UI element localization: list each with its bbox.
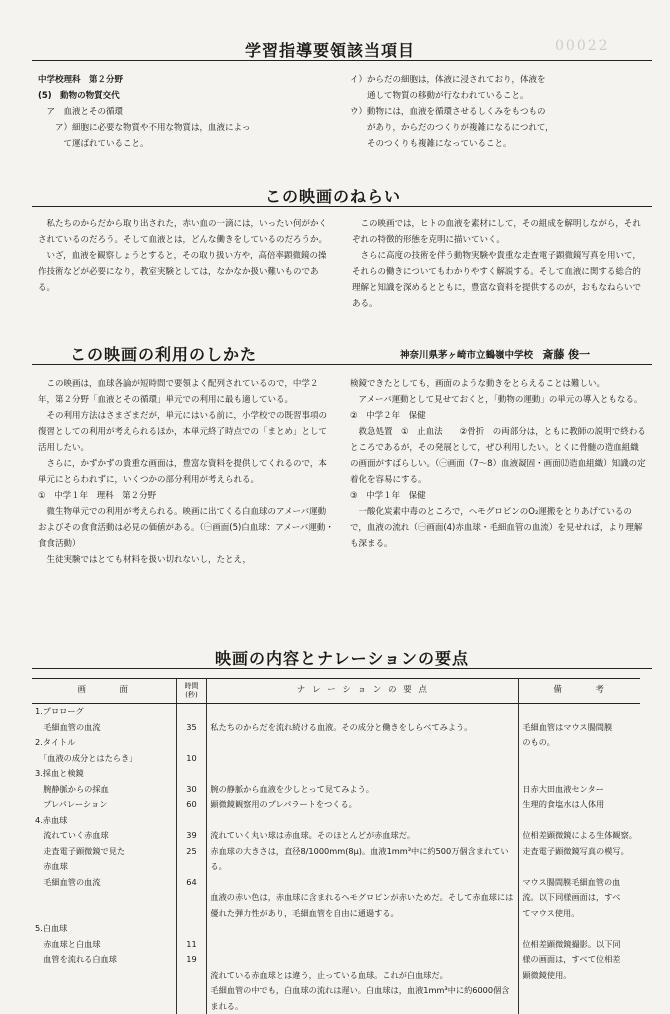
time-value bbox=[180, 813, 204, 829]
note-text: てマウス使用。 bbox=[522, 906, 637, 922]
curriculum-line: て運ばれていること。 bbox=[38, 136, 343, 152]
usage-paragraph: ② 中学２年 保健 bbox=[350, 408, 646, 424]
time-value bbox=[180, 735, 204, 751]
usage-paragraph: さらに，かずかずの貴重な画面は，豊富な資料を提供してくれるので，本単元にとらわれずに，いくつかの部分利用が考えられる。 bbox=[38, 456, 334, 488]
scene-item: 1.プロローグ bbox=[35, 704, 173, 720]
section1-title: 学習指導要領該当項目 bbox=[245, 38, 415, 61]
narration-text: 顕微鏡観察用のプレパラートをつくる。 bbox=[210, 797, 515, 813]
curriculum-line: ウ）動物には，血液を循環させるしくみをもつもの bbox=[350, 104, 650, 120]
time-value bbox=[180, 766, 204, 782]
time-value: 64 bbox=[180, 875, 204, 891]
narration-text: 腕の静脈から血液を少しとって見てみよう。 bbox=[210, 782, 515, 798]
time-value bbox=[180, 890, 204, 906]
author-line bbox=[400, 346, 590, 362]
scene-item: 走査電子顕微鏡で見た bbox=[35, 844, 173, 860]
scene-column bbox=[32, 704, 176, 1014]
usage-paragraph: 生徒実験ではとても材料を扱い切れないし，たとえ， bbox=[38, 552, 334, 568]
narration-text bbox=[210, 952, 515, 968]
section2-left bbox=[38, 216, 334, 296]
note-text: 生理的食塩水は人体用 bbox=[522, 797, 637, 813]
curriculum-line: (5) 動物の物質交代 bbox=[38, 88, 343, 104]
time-value: 10 bbox=[180, 751, 204, 767]
usage-paragraph: ① 中学１年 理科 第２分野 bbox=[38, 488, 334, 504]
author-name: 斎藤 俊一 bbox=[542, 348, 590, 361]
narration-text: 私たちのからだを流れ続ける血液。その成分と働きをしらべてみよう。 bbox=[210, 720, 515, 736]
usage-paragraph: 検鏡できたとしても，画面のような動きをとらえることは難しい。 bbox=[350, 376, 646, 392]
section3-title: この映画の利用のしかた bbox=[70, 342, 257, 365]
curriculum-line: 中学校理科 第２分野 bbox=[38, 72, 343, 88]
usage-paragraph: この映画は，血球各論が短時間で要領よく配列されているので，中学２年，第２分野「血液とその循環」単元での利用に最も適している。 bbox=[38, 376, 334, 408]
narration-text bbox=[210, 921, 515, 937]
note-text: 位相差顕微鏡撮影。以下同 bbox=[522, 937, 637, 953]
time-value: 19 bbox=[180, 952, 204, 968]
note-text bbox=[522, 766, 637, 782]
scene-item: 腕静脈からの採血 bbox=[35, 782, 173, 798]
narration-text: 流れている赤血球とは違う，止っている血球。これが白血球だ。 bbox=[210, 968, 515, 984]
time-column bbox=[176, 704, 207, 1014]
usage-paragraph: 一酸化炭素中毒のところで，ヘモグロビンのO₂運搬をとりあげているので，血液の流れ（㊀画面(4)赤血球・毛細血管の血流）を見せれば，より理解も深まる。 bbox=[350, 504, 646, 552]
note-text: 日赤大田血液センター bbox=[522, 782, 637, 798]
scene-item: 赤血球 bbox=[35, 859, 173, 875]
usage-paragraph: アメーバ運動として見せておくと，「動物の運動」の単元の導入ともなる。 bbox=[350, 392, 646, 408]
section1-right bbox=[350, 72, 650, 152]
narration-text bbox=[210, 735, 515, 751]
usage-paragraph: 救急処置 ① 止血法 ②骨折 の両部分は，ともに教師の説明で終わるところであるが，その発展として，ぜひ利用したい。とくに骨髄の造血組織の画面がすばらしい。（㊀画面（7～8）血液凝固・画面⑿造血組織）知識の定着化を容易にする。 bbox=[350, 424, 646, 488]
header-note: 備 考 bbox=[519, 679, 640, 704]
note-text bbox=[522, 751, 637, 767]
note-text bbox=[522, 921, 637, 937]
narration-text bbox=[210, 766, 515, 782]
time-value bbox=[180, 704, 204, 720]
note-text: 流。以下同様画面は，すべ bbox=[522, 890, 637, 906]
aim-paragraph: いざ，血液を観察しょうとすると，その取り扱い方や，高倍率顕微鏡の操作技術などが必要になり，教室実験としては，なかなか扱い難いものである。 bbox=[38, 248, 334, 296]
section2-title: この映画のねらい bbox=[265, 184, 401, 207]
aim-paragraph: この映画では，ヒトの血液を素材にして，その組成を解明しながら，それぞれの特徴的形態を克明に描いていく。 bbox=[352, 216, 647, 248]
table-body-row bbox=[32, 704, 640, 1014]
narration-text bbox=[210, 704, 515, 720]
scene-item: 毛細血管の血流 bbox=[35, 720, 173, 736]
scene-item bbox=[35, 890, 173, 906]
section3-left bbox=[38, 376, 334, 568]
scene-item: 5.白血球 bbox=[35, 921, 173, 937]
scene-item: 血管を流れる白血球 bbox=[35, 952, 173, 968]
note-text: マウス腸間膜毛細血管の血 bbox=[522, 875, 637, 891]
narration-text bbox=[210, 751, 515, 767]
section4-title: 映画の内容とナレーションの要点 bbox=[215, 646, 469, 669]
time-value: 25 bbox=[180, 844, 204, 860]
aim-paragraph: 私たちのからだから取り出された，赤い血の一滴には，いったい何がかくされているのだろう。そして血液とは，どんな働きをしているのだろうか。 bbox=[38, 216, 334, 248]
narration-text: 流れていく丸い球は赤血球。そのほとんどが赤血球だ。 bbox=[210, 828, 515, 844]
curriculum-line: そのつくりも複雑になっていること。 bbox=[350, 136, 650, 152]
scene-item: 毛細血管の血流 bbox=[35, 875, 173, 891]
author-affiliation: 神奈川県茅ヶ崎市立鶴嶺中学校 bbox=[400, 350, 533, 361]
narration-column bbox=[207, 704, 519, 1014]
narration-text: 血液の赤い色は，赤血球に含まれるヘモグロビンが赤いためだ。そして赤血球には優れた弾力性があり，毛細血管を自由に通過する。 bbox=[210, 890, 515, 921]
narration-text bbox=[210, 875, 515, 891]
usage-paragraph: 微生物単元での利用が考えられる。映画に出てくる白血球のアメーバ運動およびその食食活動は必見の価値がある。（㊀画面(5)白血球：アメーバ運動・食食活動） bbox=[38, 504, 334, 552]
note-text: 毛細血管はマウス腸間膜 bbox=[522, 720, 637, 736]
usage-paragraph: ③ 中学１年 保健 bbox=[350, 488, 646, 504]
header-scene: 画 面 bbox=[32, 679, 176, 704]
scene-item: 4.赤血球 bbox=[35, 813, 173, 829]
note-text: 走査電子顕微鏡写真の模写。 bbox=[522, 844, 637, 860]
curriculum-line: 通して物質の移動が行なわれていること。 bbox=[350, 88, 650, 104]
section2-right bbox=[352, 216, 647, 312]
faint-stamp: 00022 bbox=[555, 38, 610, 54]
scene-item bbox=[35, 906, 173, 922]
note-text bbox=[522, 859, 637, 875]
usage-paragraph: その利用方法はさまざまだが，単元にはいる前に，小学校での既習事項の復習としての利用が考えられるほか，本単元終了時点での「まとめ」として活用したい。 bbox=[38, 408, 334, 456]
time-value: 35 bbox=[180, 720, 204, 736]
aim-paragraph: さらに高度の技術を伴う動物実験や貴重な走査電子顕微鏡写真を用いて，それらの働きについてもわかりやすく解説する。そして血液に関する総合的理解と知識を深めるとともに，豊富な資料を提供するのが，おもなねらいである。 bbox=[352, 248, 647, 312]
header-time: 時間 (秒) bbox=[176, 679, 207, 704]
time-value bbox=[180, 921, 204, 937]
note-text: 位相差顕微鏡による生体観察。 bbox=[522, 828, 637, 844]
curriculum-line: ア 血液とその循環 bbox=[38, 104, 343, 120]
scene-item: 「血液の成分とはたらき」 bbox=[35, 751, 173, 767]
scene-item: 2.タイトル bbox=[35, 735, 173, 751]
time-value: 30 bbox=[180, 782, 204, 798]
section3-right bbox=[350, 376, 646, 552]
narration-text bbox=[210, 937, 515, 953]
note-text: のもの。 bbox=[522, 735, 637, 751]
time-value: 60 bbox=[180, 797, 204, 813]
narration-text: 赤血球の大きさは，直径8/1000mm(8μ)。血液1mm³中に約500万個含まれている。 bbox=[210, 844, 515, 875]
note-column bbox=[519, 704, 640, 1014]
time-value: 11 bbox=[180, 937, 204, 953]
curriculum-line: イ）からだの細胞は，体液に浸されており，体液を bbox=[350, 72, 650, 88]
narration-table bbox=[32, 678, 640, 1014]
curriculum-line: があり，からだのつくりが複雑になるにつれて， bbox=[350, 120, 650, 136]
scene-item: 赤血球と白血球 bbox=[35, 937, 173, 953]
scene-item: プレパレーション bbox=[35, 797, 173, 813]
time-value bbox=[180, 906, 204, 922]
scene-item: 3.採血と検鏡 bbox=[35, 766, 173, 782]
note-text bbox=[522, 704, 637, 720]
narration-text bbox=[210, 813, 515, 829]
time-value bbox=[180, 859, 204, 875]
note-text: 様の画面は，すべて位相差 bbox=[522, 952, 637, 968]
table-header-row bbox=[32, 679, 640, 704]
scene-item: 流れていく赤血球 bbox=[35, 828, 173, 844]
note-text: 顕微鏡使用。 bbox=[522, 968, 637, 984]
narration-text: 毛細血管の中でも，白血球の流れは遅い。白血球は，血液1mm³中に約6000個含まれる。 bbox=[210, 983, 515, 1014]
section1-left bbox=[38, 72, 343, 152]
time-value: 39 bbox=[180, 828, 204, 844]
curriculum-line: ア）細胞に必要な物質や不用な物質は，血液によっ bbox=[38, 120, 343, 136]
note-text bbox=[522, 813, 637, 829]
header-narration: ナ レ ー シ ョ ン の 要 点 bbox=[207, 679, 519, 704]
